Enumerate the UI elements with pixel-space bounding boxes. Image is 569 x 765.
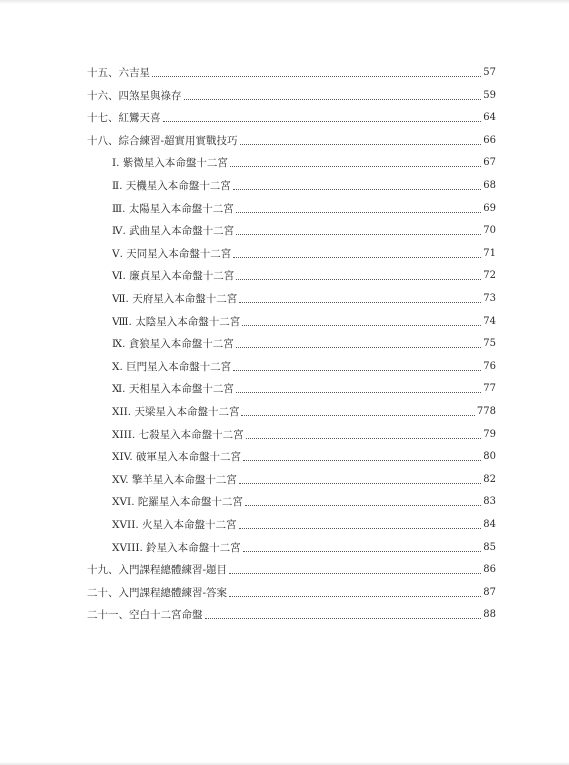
toc-entry-page-number: 87 [483,586,496,598]
toc-entry-title: Ⅲ. 太陽星入本命盤十二宮 [112,202,234,215]
toc-entry-title: Ⅰ. 紫微星入本命盤十二宮 [112,157,228,170]
toc-entry[interactable] [87,64,496,80]
toc-entry-title: 十九、入門課程總體練習-題目 [87,564,228,577]
toc-entry-page-number: 86 [483,564,496,576]
toc-entry[interactable] [87,606,496,622]
toc-dot-leader [233,189,481,190]
toc-entry-page-number: 73 [483,293,496,304]
toc-entry[interactable] [87,87,496,103]
toc-entry-page-number: 88 [483,609,496,621]
toc-entry[interactable] [112,380,496,396]
toc-dot-leader [205,618,482,619]
toc-entry-page-number: 68 [483,180,496,191]
toc-entry-page-number: 74 [483,315,496,327]
toc-entry-title: 二十一、空白十二宮命盤 [87,609,203,622]
toc-dot-leader [233,370,481,371]
toc-dot-leader [230,166,481,167]
toc-entry-title: Ⅶ. 天府星入本命盤十二宮 [112,293,238,305]
toc-entry-page-number: 778 [476,406,496,417]
toc-dot-leader [152,76,481,77]
toc-entry-title: XVII. 火星入本命盤十二宮 [112,519,237,531]
toc-entry[interactable] [112,200,496,216]
toc-entry-title: XIII. 七殺星入本命盤十二宮 [112,428,244,441]
toc-dot-leader [236,212,481,213]
toc-entry-title: XIV. 破軍星入本命盤十二宮 [112,451,242,464]
toc-entry-page-number: 79 [483,428,496,440]
toc-entry-title: Ⅴ. 天同星入本命盤十二宮 [112,247,232,260]
toc-entry[interactable] [112,290,496,306]
toc-entry[interactable] [112,358,496,374]
toc-entry-page-number: 69 [483,202,496,214]
toc-dot-leader [229,596,481,597]
toc-dot-leader [245,505,481,506]
toc-entry-title: Ⅱ. 天機星入本命盤十二宮 [112,180,231,192]
toc-entry-title: 二十、入門課程總體練習-答案 [87,586,228,599]
toc-entry-page-number: 76 [483,360,496,372]
toc-entry-page-number: 67 [483,157,496,169]
toc-entry-page-number: 71 [483,247,496,259]
toc-entry-title: 十五、六吉星 [87,67,150,79]
toc-entry-page-number: 77 [483,383,496,395]
toc-entry[interactable] [112,471,496,487]
toc-dot-leader [163,121,482,122]
toc-dot-leader [236,279,481,280]
toc-dot-leader [239,528,482,529]
toc-entry-title: 十七、紅鸞天喜 [87,112,161,125]
toc-entry-page-number: 80 [483,451,496,463]
toc-dot-leader [240,144,482,145]
toc-entry-title: Ⅸ. 貪狼星入本命盤十二宮 [112,338,234,351]
toc-entry[interactable] [112,448,496,464]
toc-entry-page-number: 83 [483,496,496,508]
toc-entry[interactable] [112,177,496,193]
toc-entry-title: Ⅺ. 天相星入本命盤十二宮 [112,383,234,396]
toc-dot-leader [236,392,481,393]
toc-entry-title: XV. 擎羊星入本命盤十二宮 [112,473,237,486]
toc-entry-title: XVI. 陀羅星入本命盤十二宮 [112,496,243,509]
toc-entry[interactable] [112,222,496,238]
toc-entry-title: 十八、綜合練習-超實用實戰技巧 [87,134,238,147]
toc-entry[interactable] [112,403,496,419]
toc-entry[interactable] [112,539,496,555]
toc-dot-leader [233,257,481,258]
toc-entry-page-number: 57 [483,67,496,78]
toc-dot-leader [239,302,481,303]
toc-dot-leader [242,325,481,326]
toc-entry[interactable] [112,493,496,509]
toc-entry[interactable] [112,335,496,351]
toc-entry[interactable] [87,584,496,600]
toc-entry-title: 十六、四煞星與祿存 [87,89,182,102]
toc-entry-title: XII. 天梁星入本命盤十二宮 [112,406,240,418]
toc-dot-leader [241,415,474,416]
toc-entry-page-number: 82 [483,473,496,485]
toc-dot-leader [236,347,481,348]
toc-dot-leader [246,438,482,439]
toc-dot-leader [243,460,481,461]
toc-entry[interactable] [87,132,496,148]
page-top-edge [0,0,569,4]
toc-entry-page-number: 84 [483,519,496,530]
toc-dot-leader [243,551,482,552]
toc-entry[interactable] [87,109,496,125]
toc-entry[interactable] [112,516,496,532]
toc-dot-leader [184,99,482,100]
toc-entry-page-number: 75 [483,338,496,350]
toc-entry-page-number: 70 [483,225,496,237]
toc-entry-page-number: 85 [483,541,496,553]
toc-entry[interactable] [112,426,496,442]
toc-entry-page-number: 64 [483,112,496,124]
toc-entry[interactable] [112,245,496,261]
toc-entry-page-number: 59 [483,89,496,101]
toc-entry-page-number: 66 [483,134,496,146]
toc-entry[interactable] [112,267,496,283]
toc-entry-page-number: 72 [483,270,496,282]
toc-entry-title: Ⅷ. 太陰星入本命盤十二宮 [112,315,241,328]
toc-entry-title: XVIII. 鈴星入本命盤十二宮 [112,541,241,554]
toc-dot-leader [236,234,481,235]
toc-entry-title: Ⅳ. 武曲星入本命盤十二宮 [112,225,235,238]
toc-entry[interactable] [87,561,496,577]
toc-entry-title: Ⅹ. 巨門星入本命盤十二宮 [112,360,232,373]
toc-entry[interactable] [112,154,496,170]
toc-entry[interactable] [112,313,496,329]
toc-dot-leader [229,573,481,574]
toc-dot-leader [239,483,481,484]
toc-entry-title: Ⅵ. 廉貞星入本命盤十二宮 [112,270,235,283]
